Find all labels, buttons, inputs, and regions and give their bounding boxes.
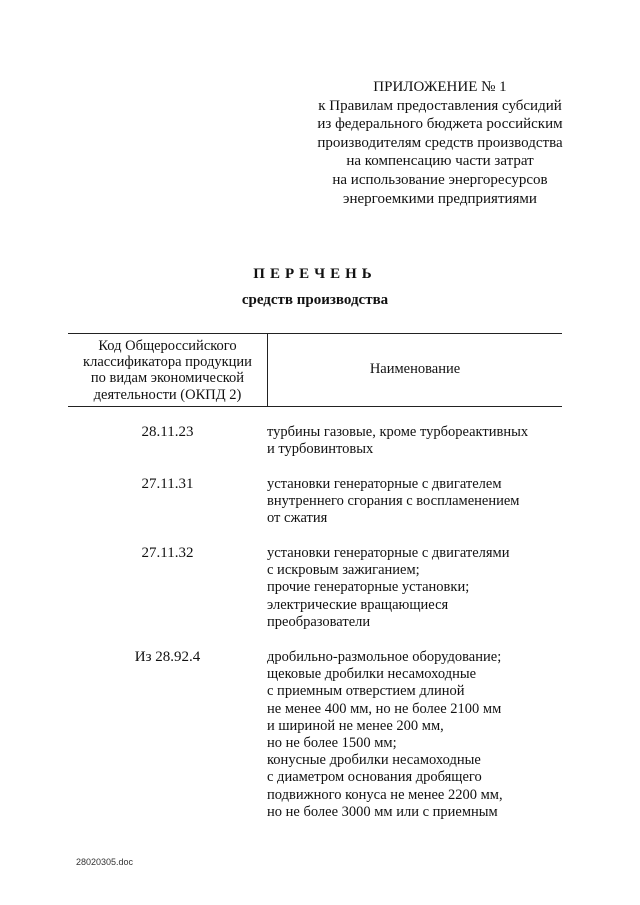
appendix-line: ПРИЛОЖЕНИЕ № 1 xyxy=(373,79,507,95)
header-code-column xyxy=(68,338,267,403)
document-subtitle: средств производства xyxy=(241,292,389,308)
header-code-line: Код Общероссийского xyxy=(98,338,237,354)
appendix-line: на компенсацию части затрат xyxy=(346,153,534,170)
appendix-line: производителям средств производства xyxy=(317,134,563,151)
row-name-line: внутреннего сгорания с воспламенением xyxy=(267,493,520,510)
row-name xyxy=(267,424,557,458)
row-name xyxy=(267,649,557,821)
row-name xyxy=(267,545,557,631)
row-name-line: от сжатия xyxy=(267,510,328,527)
row-name-line: но не более 1500 мм; xyxy=(267,735,397,752)
row-name-line: конусные дробилки несамоходные xyxy=(267,752,481,769)
appendix-line: из федерального бюджета российским xyxy=(317,116,563,133)
row-name-line: с приемным отверстием длиной xyxy=(267,683,465,700)
row-name-line: установки генераторные с двигателями xyxy=(267,545,510,561)
row-name-line: установки генераторные с двигателем xyxy=(267,476,502,492)
document-title: ПЕРЕЧЕНЬ xyxy=(253,266,377,282)
header-name-column: Наименование xyxy=(369,361,461,377)
row-name-line: подвижного конуса не менее 2200 мм, xyxy=(267,786,503,803)
header-code-line: по видам экономической xyxy=(90,370,245,387)
row-name-line: и шириной не менее 200 мм, xyxy=(267,717,444,734)
row-name-line: и турбовинтовых xyxy=(267,441,374,458)
row-name-line: но не более 3000 мм или с приемным xyxy=(267,803,498,820)
row-code: 27.11.31 xyxy=(141,476,194,492)
row-name-line: дробильно-размольное оборудование; xyxy=(267,649,502,665)
header-code-line: классификатора продукции xyxy=(83,354,252,371)
appendix-line: к Правилам предоставления субсидий xyxy=(318,97,562,114)
row-name-line: щековые дробилки несамоходные xyxy=(267,666,477,683)
row-code: 27.11.32 xyxy=(141,545,194,561)
row-name-line: электрические вращающиеся xyxy=(267,596,449,613)
table-header xyxy=(68,333,562,407)
row-code: Из 28.92.4 xyxy=(134,649,201,665)
row-name-line: с искровым зажиганием; xyxy=(267,562,420,579)
row-name xyxy=(267,476,557,528)
row-name-line: не менее 400 мм, но не более 2100 мм xyxy=(267,700,502,717)
row-name-line: преобразователи xyxy=(267,613,371,630)
appendix-line: на использование энергоресурсов xyxy=(332,171,548,188)
row-name-line: с диаметром основания дробящего xyxy=(267,769,482,786)
file-name-footer: 28020305.doc xyxy=(76,857,134,867)
row-code: 28.11.23 xyxy=(141,424,194,440)
row-name-line: турбины газовые, кроме турбореактивных xyxy=(267,424,529,440)
row-name-line: прочие генераторные установки; xyxy=(267,579,470,596)
appendix-line: энергоемкими предприятиями xyxy=(343,190,537,207)
header-code-line: деятельности (ОКПД 2) xyxy=(93,386,242,403)
appendix-header xyxy=(280,78,600,208)
